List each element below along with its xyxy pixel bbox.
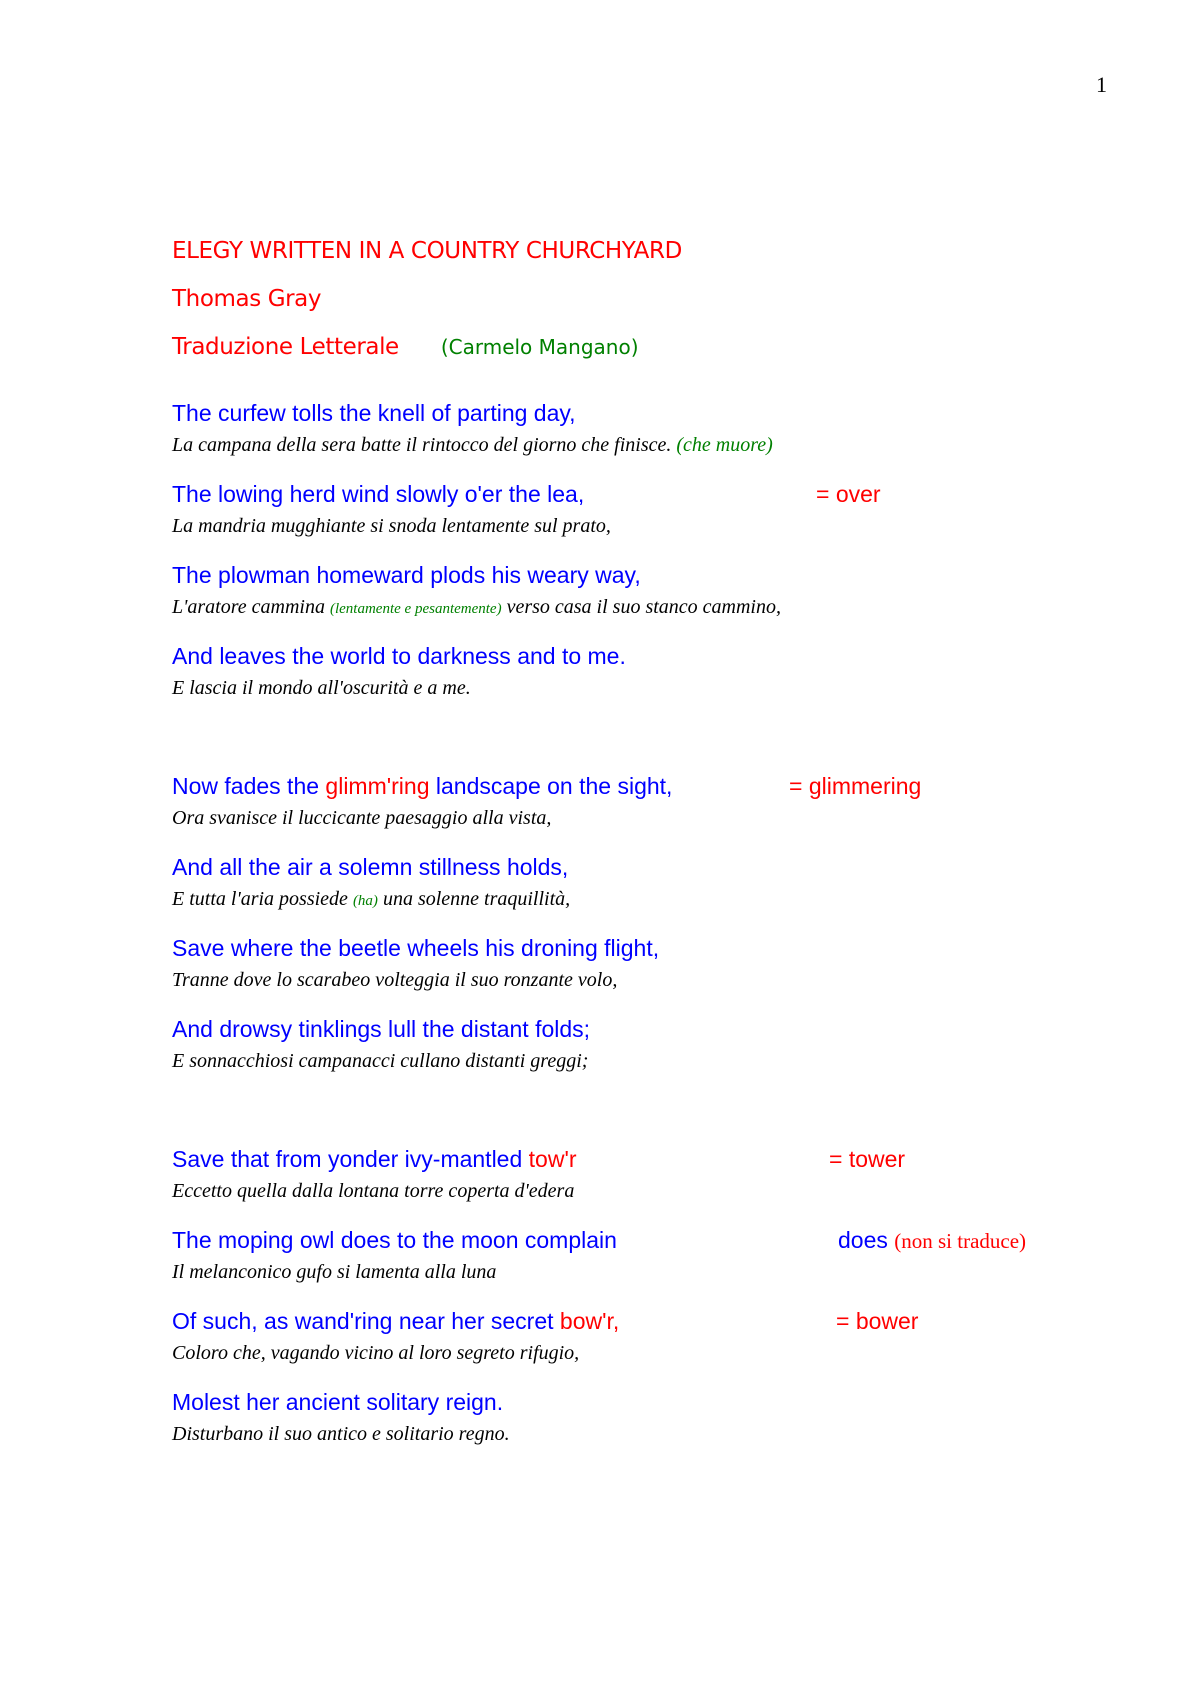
stanza-1-line-3-it (172, 596, 781, 619)
stanza-3-line-2-it: Il melanconico gufo si lamenta alla luna (172, 1261, 497, 1283)
italian-text: E tutta l'aria possiede (172, 888, 348, 910)
stanza-2-line-1-it: Ora svanisce il luccicante paesaggio alla vista, (172, 807, 552, 829)
english-text: Now fades the (172, 773, 320, 799)
stanza-1-line-3-en: The plowman homeward plods his weary way, (172, 562, 641, 588)
stanza-3-line-1-it: Eccetto quella dalla lontana torre coperta d'edera (172, 1180, 575, 1202)
english-text: Save that from yonder ivy-mantled (172, 1146, 523, 1172)
stanza-3-line-3-en (172, 1308, 619, 1335)
archaic-word: glimm'ring (325, 773, 430, 799)
english-text: Of such, as wand'ring near her secret (172, 1308, 554, 1334)
page-number: 1 (1096, 72, 1107, 97)
stanza-2-line-4-it: E sonnacchiosi campanacci cullano distanti greggi; (172, 1050, 589, 1072)
stanza-3-line-4-en: Molest her ancient solitary reign. (172, 1389, 504, 1415)
italian-text: L'aratore cammina (172, 596, 325, 618)
english-text: landscape on the sight, (435, 773, 673, 799)
gloss-tower: = tower (829, 1146, 906, 1172)
stanza-2-line-2-en: And all the air a solemn stillness holds, (172, 854, 569, 880)
gloss-comment: (non si traduce) (894, 1229, 1027, 1253)
archaic-word: tow'r (528, 1146, 577, 1172)
gloss-does (838, 1227, 1026, 1254)
translator-name: (Carmelo Mangano) (440, 335, 639, 359)
stanza-2-line-1-en (172, 773, 672, 800)
stanza-3-line-2-en: The moping owl does to the moon complain (172, 1227, 617, 1253)
stanza-1-line-4-en: And leaves the world to darkness and to me. (172, 643, 626, 669)
gloss-glimmering: = glimmering (789, 773, 922, 799)
stanza-3-line-3-it: Coloro che, vagando vicino al loro segreto rifugio, (172, 1342, 580, 1364)
archaic-word: bow'r, (559, 1308, 620, 1334)
stanza-3-line-4-it: Disturbano il suo antico e solitario regno. (172, 1423, 510, 1445)
gloss-bower: = bower (836, 1308, 919, 1334)
italian-text: verso casa il suo stanco cammino, (506, 596, 781, 618)
stanza-2-line-4-en: And drowsy tinklings lull the distant folds; (172, 1016, 591, 1042)
italian-text: una solenne traquillità, (382, 888, 571, 910)
poem-author: Thomas Gray (172, 286, 322, 312)
stanza-2-line-3-it: Tranne dove lo scarabeo volteggia il suo ronzante volo, (172, 969, 618, 991)
translation-note: (lentamente e pesantemente) (329, 601, 502, 617)
stanza-2-line-3-en: Save where the beetle wheels his droning flight, (172, 935, 660, 961)
translation-note: (che muore) (676, 434, 773, 456)
stanza-3-line-1-en (172, 1146, 577, 1173)
stanza-1-line-2-en: The lowing herd wind slowly o'er the lea, (172, 481, 585, 507)
stanza-1-line-1-it (172, 434, 773, 457)
gloss-over: = over (816, 481, 881, 507)
gloss-word: does (838, 1227, 888, 1253)
translation-note: (ha) (352, 893, 378, 909)
stanza-2-line-2-it (172, 888, 570, 911)
italian-text: La campana della sera batte il rintocco del giorno che finisce. (172, 434, 672, 456)
stanza-1-line-2-it: La mandria mugghiante si snoda lentamente sul prato, (172, 515, 611, 537)
stanza-1-line-4-it: E lascia il mondo all'oscurità e a me. (172, 677, 471, 699)
stanza-1-line-1-en: The curfew tolls the knell of parting day, (172, 400, 576, 426)
poem-title: ELEGY WRITTEN IN A COUNTRY CHURCHYARD (172, 238, 682, 264)
translation-heading (172, 334, 639, 360)
translation-label: Traduzione Letterale (172, 334, 399, 360)
